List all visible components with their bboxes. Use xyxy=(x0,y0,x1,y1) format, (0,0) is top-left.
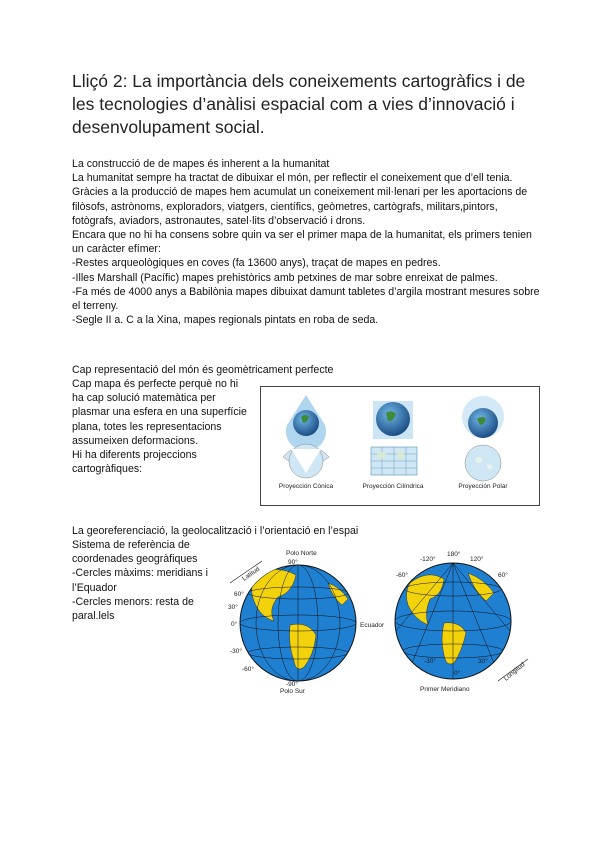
list-item: -Fa més de 4000 anys a Babilònia mapes dibuixat damunt tabletes d’argila mostrant mesures sobre el terreny. xyxy=(72,285,540,313)
paragraph: Hi ha diferents projeccions cartogràfiques: xyxy=(72,449,197,476)
caption-polar: Proyección Polar xyxy=(458,483,508,490)
cylindrical-map-icon xyxy=(371,447,417,475)
list-item: -Segle II a. C a la Xina, mapes regionals pintats en roba de seda. xyxy=(72,314,379,327)
section-heading: La construcció de de mapes és inherent a la humanitat xyxy=(72,158,330,170)
lat-90-label: 90° xyxy=(288,559,298,566)
lon-m60-label: -60° xyxy=(396,572,408,579)
paragraph: Gràcies a la producció de mapes hem acumulat un coneixement mil·lenari per les aportacions de filòsofs, astrònoms, exploradors, viatgers, científics, geòmetres, cartògrafs, militars,pintors, fotògrafs, aviadors, astronautes, satel·lits d’observació i drons. xyxy=(72,186,528,227)
cylindrical-globe xyxy=(373,401,413,439)
caption-conic: Proyección Cónica xyxy=(278,483,334,490)
section-heading: Cap representació del món és geomètricament perfecte xyxy=(72,364,334,376)
caption-cylindrical: Proyección Cilíndrica xyxy=(362,483,424,490)
lon-180-label: 180° xyxy=(447,551,461,558)
polar-map-icon xyxy=(465,445,501,481)
lon-60-label: 60° xyxy=(498,572,508,579)
section-projections-text xyxy=(72,377,252,476)
paragraph: Encara que no hi ha consens sobre quin va ser el primer mapa de la humanitat, els primers tenien un caràcter efímer: xyxy=(72,229,532,256)
longitude-label: Longitud xyxy=(502,661,527,683)
lat-m60-label: -60° xyxy=(242,666,254,673)
section-coordinates-text xyxy=(72,538,212,623)
lon-120-label: 120° xyxy=(470,556,484,563)
page-title: Lliçó 2: La importància dels coneixements cartogràfics i de les tecnologies d’anàlisi espacial com a vies d’innovació i desenvolupament social. xyxy=(72,71,526,137)
list-item: -Cercles màxims: meridians i l’Equador xyxy=(72,567,208,594)
paragraph: Sistema de referència de coordenades geogràfiques xyxy=(72,539,198,566)
list-item: -Illes Marshall (Pacífic) mapes prehistòrics amb petxines de mar sobre enreixat de palmes. xyxy=(72,271,498,284)
pole-north-label: Polo Norte xyxy=(286,550,317,557)
paragraph: Cap mapa és perfecte perquè no hi ha cap solució matemàtica per plasmar una esfera en una superfície plana, totes les representacions assumeixen deformacions. xyxy=(72,378,247,447)
latitude-label: Latitud xyxy=(241,565,262,583)
list-item: -Restes arqueològiques en coves (fa 13600 anys), traçat de mapes en pedres. xyxy=(72,257,441,270)
projections-figure xyxy=(260,386,540,506)
polar-globe xyxy=(462,396,504,438)
lat-m90-label: -90° xyxy=(286,681,298,688)
equator-label: Ecuador xyxy=(360,622,385,629)
lon-m120-label: -120° xyxy=(420,556,436,563)
lon-m30-label: -30° xyxy=(424,658,436,665)
section-map-history xyxy=(72,157,542,327)
lat-m30-label: -30° xyxy=(230,648,242,655)
latitude-globe xyxy=(228,550,385,693)
pole-south-label: Polo Sur xyxy=(280,688,305,693)
conic-globe xyxy=(286,395,326,451)
lat-0-label: 0° xyxy=(231,621,238,628)
lat-60-label: 60° xyxy=(234,591,244,598)
lat-30-label: 30° xyxy=(228,604,238,611)
lon-30-label: 30° xyxy=(478,658,488,665)
conic-map-icon xyxy=(283,444,329,478)
lon-0-label: 0° xyxy=(454,670,461,677)
paragraph: La humanitat sempre ha tractat de dibuixar el món, per reflectir el coneixement que d’ell tenia. xyxy=(72,172,513,185)
coordinates-figure xyxy=(228,543,538,693)
globes-illustration xyxy=(228,543,538,693)
prime-meridian-label: Primer Meridiano xyxy=(420,686,470,693)
section-heading: La georeferenciació, la geolocalització i l’orientació en l’espai xyxy=(72,525,359,537)
list-item: -Cercles menors: resta de paral.lels xyxy=(72,595,194,623)
longitude-globe xyxy=(395,550,528,693)
